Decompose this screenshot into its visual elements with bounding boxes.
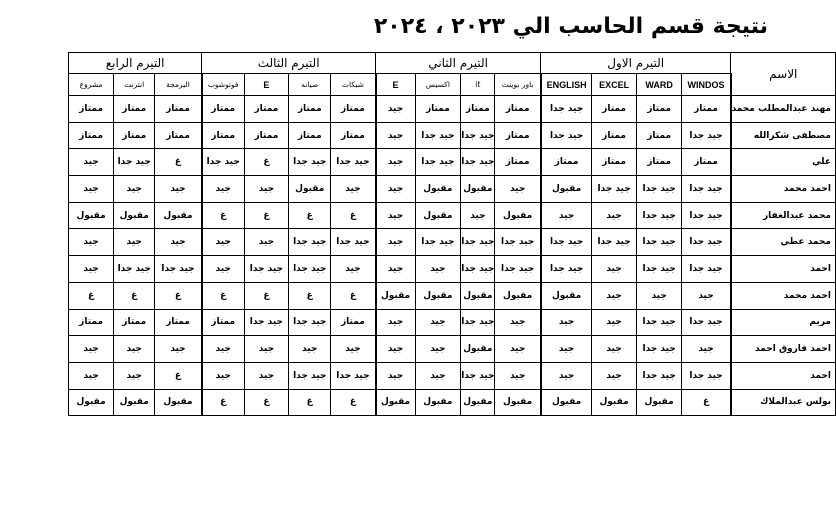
grade-cell: مقبول xyxy=(461,336,495,363)
grade-cell: ممتاز xyxy=(461,96,495,123)
grade-cell: جيد xyxy=(461,202,495,229)
student-name: احمد محمد xyxy=(731,282,836,309)
grade-cell: مقبول xyxy=(541,389,592,416)
grade-cell: غ xyxy=(202,202,244,229)
grade-cell: جيد جدا xyxy=(682,122,731,149)
subject-header: مشروع xyxy=(69,74,114,96)
grade-cell: جيد xyxy=(331,256,376,283)
grade-cell: جيد xyxy=(331,176,376,203)
grade-cell: جيد جدا xyxy=(244,256,289,283)
subject-header: شبكات xyxy=(331,74,376,96)
student-row xyxy=(69,282,836,309)
grade-cell: جيد xyxy=(155,336,202,363)
grade-cell: جيد جدا xyxy=(682,256,731,283)
term-header-row xyxy=(69,53,836,74)
grade-cell: مقبول xyxy=(461,389,495,416)
grade-cell: ممتاز xyxy=(592,149,637,176)
grade-cell: جيد xyxy=(202,336,244,363)
grade-cell: جيد جدا xyxy=(461,256,495,283)
subject-header: البرمجة xyxy=(155,74,202,96)
grade-cell: جيد xyxy=(376,176,416,203)
grade-cell: ممتاز xyxy=(495,122,541,149)
grade-cell: جيد جدا xyxy=(289,256,331,283)
subject-header: ENGLISH xyxy=(541,74,592,96)
grade-cell: جيد جدا xyxy=(331,229,376,256)
grade-cell: جيد xyxy=(114,362,155,389)
grade-cell: مقبول xyxy=(155,389,202,416)
grade-cell: جيد xyxy=(202,229,244,256)
grade-cell: ممتاز xyxy=(636,122,682,149)
grade-cell: مقبول xyxy=(461,176,495,203)
grade-cell: جيد جدا xyxy=(289,229,331,256)
grade-cell: جيد xyxy=(289,336,331,363)
student-row xyxy=(69,336,836,363)
grade-cell: جيد جدا xyxy=(415,122,461,149)
grade-cell: جيد xyxy=(415,256,461,283)
grade-cell: جيد xyxy=(541,362,592,389)
student-name: احمد فاروق احمد xyxy=(731,336,836,363)
grade-cell: جيد xyxy=(69,336,114,363)
grade-cell: جيد xyxy=(592,309,637,336)
grade-cell: جيد جدا xyxy=(636,362,682,389)
grade-cell: جيد جدا xyxy=(461,149,495,176)
grade-cell: جيد جدا xyxy=(682,229,731,256)
grade-cell: جيد xyxy=(202,256,244,283)
grade-cell: جيد جدا xyxy=(114,149,155,176)
grade-cell: غ xyxy=(244,202,289,229)
student-name: مصطفى شكرالله xyxy=(731,122,836,149)
student-name: احمد محمد xyxy=(731,176,836,203)
grade-cell: جيد جدا xyxy=(495,256,541,283)
student-name: مريم xyxy=(731,309,836,336)
grades-body xyxy=(69,96,836,416)
student-row xyxy=(69,176,836,203)
grade-cell: جيد xyxy=(495,362,541,389)
grade-cell: ممتاز xyxy=(331,122,376,149)
subject-header: باور بوينت xyxy=(495,74,541,96)
grade-cell: جيد جدا xyxy=(636,229,682,256)
grade-cell: جيد xyxy=(202,176,244,203)
grade-cell: جيد جدا xyxy=(636,336,682,363)
grade-cell: مقبول xyxy=(636,389,682,416)
grade-cell: جيد xyxy=(244,176,289,203)
grade-cell: مقبول xyxy=(155,202,202,229)
grade-cell: مقبول xyxy=(592,389,637,416)
page-title: نتيجة قسم الحاسب الي ٢٠٢٣ ، ٢٠٢٤ xyxy=(373,14,768,39)
grade-cell: جيد xyxy=(376,202,416,229)
grade-cell: ممتاز xyxy=(682,149,731,176)
grade-cell: غ xyxy=(289,389,331,416)
grade-cell: ممتاز xyxy=(289,122,331,149)
student-row xyxy=(69,309,836,336)
grade-cell: ممتاز xyxy=(155,122,202,149)
grade-cell: جيد xyxy=(592,256,637,283)
grade-cell: جيد xyxy=(376,149,416,176)
subject-header: فوتوشوب xyxy=(202,74,244,96)
grade-cell: جيد xyxy=(69,256,114,283)
grade-cell: جيد xyxy=(376,122,416,149)
grade-cell: جيد xyxy=(541,309,592,336)
grade-cell: جيد xyxy=(376,96,416,123)
grade-cell: مقبول xyxy=(415,389,461,416)
subject-header: صيانه xyxy=(289,74,331,96)
grade-cell: جيد xyxy=(592,336,637,363)
grade-cell: جيد جدا xyxy=(461,229,495,256)
student-row xyxy=(69,96,836,123)
grade-cell: ممتاز xyxy=(592,122,637,149)
name-column-header: الاسم xyxy=(731,53,836,96)
grade-cell: ممتاز xyxy=(69,122,114,149)
term-header: التيرم الاول xyxy=(541,53,731,74)
grade-cell: جيد xyxy=(376,362,416,389)
student-name: محمد عطي xyxy=(731,229,836,256)
grade-cell: جيد جدا xyxy=(636,256,682,283)
grade-cell: جيد xyxy=(495,176,541,203)
grade-cell: غ xyxy=(244,282,289,309)
grade-cell: جيد xyxy=(415,336,461,363)
grade-cell: ممتاز xyxy=(114,122,155,149)
grade-cell: جيد جدا xyxy=(682,362,731,389)
grade-cell: مقبول xyxy=(461,282,495,309)
grade-cell: ممتاز xyxy=(541,149,592,176)
grade-cell: ممتاز xyxy=(114,309,155,336)
grade-cell: جيد xyxy=(202,362,244,389)
grade-cell: جيد xyxy=(155,176,202,203)
grade-cell: ممتاز xyxy=(202,96,244,123)
grade-cell: ممتاز xyxy=(69,96,114,123)
grade-cell: مقبول xyxy=(289,176,331,203)
grade-cell: غ xyxy=(155,362,202,389)
grade-cell: جيد xyxy=(495,336,541,363)
grade-cell: ممتاز xyxy=(682,96,731,123)
grade-cell: جيد xyxy=(592,202,637,229)
grade-cell: جيد xyxy=(376,336,416,363)
grade-cell: جيد جدا xyxy=(114,256,155,283)
grade-cell: جيد جدا xyxy=(289,149,331,176)
grade-cell: جيد جدا xyxy=(682,202,731,229)
grade-cell: مقبول xyxy=(114,389,155,416)
subject-header: EXCEL xyxy=(592,74,637,96)
grade-cell: ممتاز xyxy=(636,149,682,176)
grade-cell: جيد جدا xyxy=(541,229,592,256)
grade-cell: مقبول xyxy=(114,202,155,229)
grade-cell: جيد xyxy=(244,362,289,389)
grade-cell: مقبول xyxy=(69,202,114,229)
term-header: التيرم الرابع xyxy=(69,53,202,74)
grade-cell: جيد جدا xyxy=(289,362,331,389)
grade-cell: جيد جدا xyxy=(155,256,202,283)
grade-cell: مقبول xyxy=(415,202,461,229)
grade-cell: ممتاز xyxy=(415,96,461,123)
student-name: محمد عبدالغفار xyxy=(731,202,836,229)
grade-cell: ممتاز xyxy=(244,96,289,123)
grade-cell: غ xyxy=(202,282,244,309)
grade-cell: مقبول xyxy=(495,282,541,309)
subject-header: E xyxy=(376,74,416,96)
grade-cell: ممتاز xyxy=(114,96,155,123)
grade-cell: جيد جدا xyxy=(331,149,376,176)
grade-cell: جيد xyxy=(682,282,731,309)
grade-cell: ممتاز xyxy=(202,122,244,149)
grades-table xyxy=(68,52,836,416)
grade-cell: جيد جدا xyxy=(415,229,461,256)
grade-cell: جيد جدا xyxy=(541,96,592,123)
grade-cell: مقبول xyxy=(376,389,416,416)
grade-cell: جيد xyxy=(155,229,202,256)
grade-cell: جيد xyxy=(376,256,416,283)
grade-cell: جيد xyxy=(114,176,155,203)
grade-cell: ممتاز xyxy=(289,96,331,123)
grade-cell: غ xyxy=(244,149,289,176)
grade-cell: جيد xyxy=(592,282,637,309)
grade-cell: جيد xyxy=(415,362,461,389)
grade-cell: جيد جدا xyxy=(202,149,244,176)
grade-cell: غ xyxy=(289,202,331,229)
grade-cell: مقبول xyxy=(495,389,541,416)
student-name: مهند عبدالمطلب محمد xyxy=(731,96,836,123)
grade-cell: مقبول xyxy=(415,282,461,309)
grade-cell: جيد جدا xyxy=(682,309,731,336)
grade-cell: جيد جدا xyxy=(592,176,637,203)
grade-cell: جيد جدا xyxy=(636,309,682,336)
grade-cell: جيد xyxy=(69,176,114,203)
grade-cell: غ xyxy=(331,389,376,416)
student-name: بولس عبدالملاك xyxy=(731,389,836,416)
grade-cell: غ xyxy=(331,282,376,309)
student-row xyxy=(69,362,836,389)
student-row xyxy=(69,122,836,149)
term-header: التيرم الثالث xyxy=(202,53,376,74)
student-row xyxy=(69,149,836,176)
grade-cell: مقبول xyxy=(69,389,114,416)
grade-cell: مقبول xyxy=(495,202,541,229)
grade-cell: غ xyxy=(244,389,289,416)
subject-header: E xyxy=(244,74,289,96)
grade-cell: مقبول xyxy=(541,282,592,309)
grade-cell: جيد xyxy=(69,362,114,389)
subject-header: WINDOS xyxy=(682,74,731,96)
grade-cell: جيد جدا xyxy=(636,176,682,203)
grade-cell: ممتاز xyxy=(244,122,289,149)
grade-cell: جيد جدا xyxy=(461,122,495,149)
grade-cell: جيد جدا xyxy=(541,122,592,149)
grade-cell: جيد xyxy=(244,229,289,256)
grade-cell: غ xyxy=(155,282,202,309)
grade-cell: غ xyxy=(682,389,731,416)
term-header: التيرم الثاني xyxy=(376,53,541,74)
grade-cell: جيد xyxy=(415,309,461,336)
grade-cell: ممتاز xyxy=(592,96,637,123)
grade-cell: جيد xyxy=(592,362,637,389)
grade-cell: غ xyxy=(69,282,114,309)
grade-cell: ممتاز xyxy=(495,149,541,176)
grade-cell: غ xyxy=(289,282,331,309)
student-row xyxy=(69,229,836,256)
grade-cell: جيد جدا xyxy=(461,362,495,389)
grade-cell: ممتاز xyxy=(331,309,376,336)
grade-cell: جيد جدا xyxy=(244,309,289,336)
grade-cell: ممتاز xyxy=(636,96,682,123)
grade-cell: جيد جدا xyxy=(289,309,331,336)
grade-cell: جيد xyxy=(376,309,416,336)
student-row xyxy=(69,256,836,283)
grade-cell: غ xyxy=(114,282,155,309)
subject-header: WARD xyxy=(636,74,682,96)
grade-cell: جيد xyxy=(69,149,114,176)
grade-cell: جيد جدا xyxy=(541,256,592,283)
grade-cell: جيد جدا xyxy=(461,309,495,336)
grade-cell: ممتاز xyxy=(69,309,114,336)
grade-cell: ممتاز xyxy=(202,309,244,336)
grade-cell: مقبول xyxy=(376,282,416,309)
grade-cell: ممتاز xyxy=(331,96,376,123)
grade-cell: ممتاز xyxy=(155,309,202,336)
grade-cell: جيد xyxy=(495,309,541,336)
student-name: احمد xyxy=(731,362,836,389)
grade-cell: غ xyxy=(155,149,202,176)
grade-cell: جيد xyxy=(114,336,155,363)
grade-cell: مقبول xyxy=(415,176,461,203)
grade-cell: ممتاز xyxy=(155,96,202,123)
grade-cell: جيد xyxy=(682,336,731,363)
student-name: علي xyxy=(731,149,836,176)
grade-cell: جيد xyxy=(636,282,682,309)
subject-header: اكسيس xyxy=(415,74,461,96)
grade-cell: غ xyxy=(202,389,244,416)
grade-cell: جيد xyxy=(114,229,155,256)
grade-cell: جيد xyxy=(244,336,289,363)
grade-cell: غ xyxy=(331,202,376,229)
grade-cell: جيد جدا xyxy=(331,362,376,389)
grade-cell: جيد جدا xyxy=(495,229,541,256)
subject-header: it xyxy=(461,74,495,96)
grade-cell: جيد xyxy=(376,229,416,256)
grade-cell: ممتاز xyxy=(495,96,541,123)
grade-cell: جيد جدا xyxy=(415,149,461,176)
grade-cell: جيد جدا xyxy=(592,229,637,256)
grade-cell: جيد xyxy=(541,336,592,363)
subject-header: انترنت xyxy=(114,74,155,96)
grade-cell: جيد جدا xyxy=(682,176,731,203)
student-row xyxy=(69,389,836,416)
grade-cell: مقبول xyxy=(541,176,592,203)
grade-cell: جيد جدا xyxy=(636,202,682,229)
grade-cell: جيد xyxy=(331,336,376,363)
grade-cell: جيد xyxy=(69,229,114,256)
student-name: احمد xyxy=(731,256,836,283)
grade-cell: جيد xyxy=(541,202,592,229)
subject-header-row xyxy=(69,74,836,96)
student-row xyxy=(69,202,836,229)
